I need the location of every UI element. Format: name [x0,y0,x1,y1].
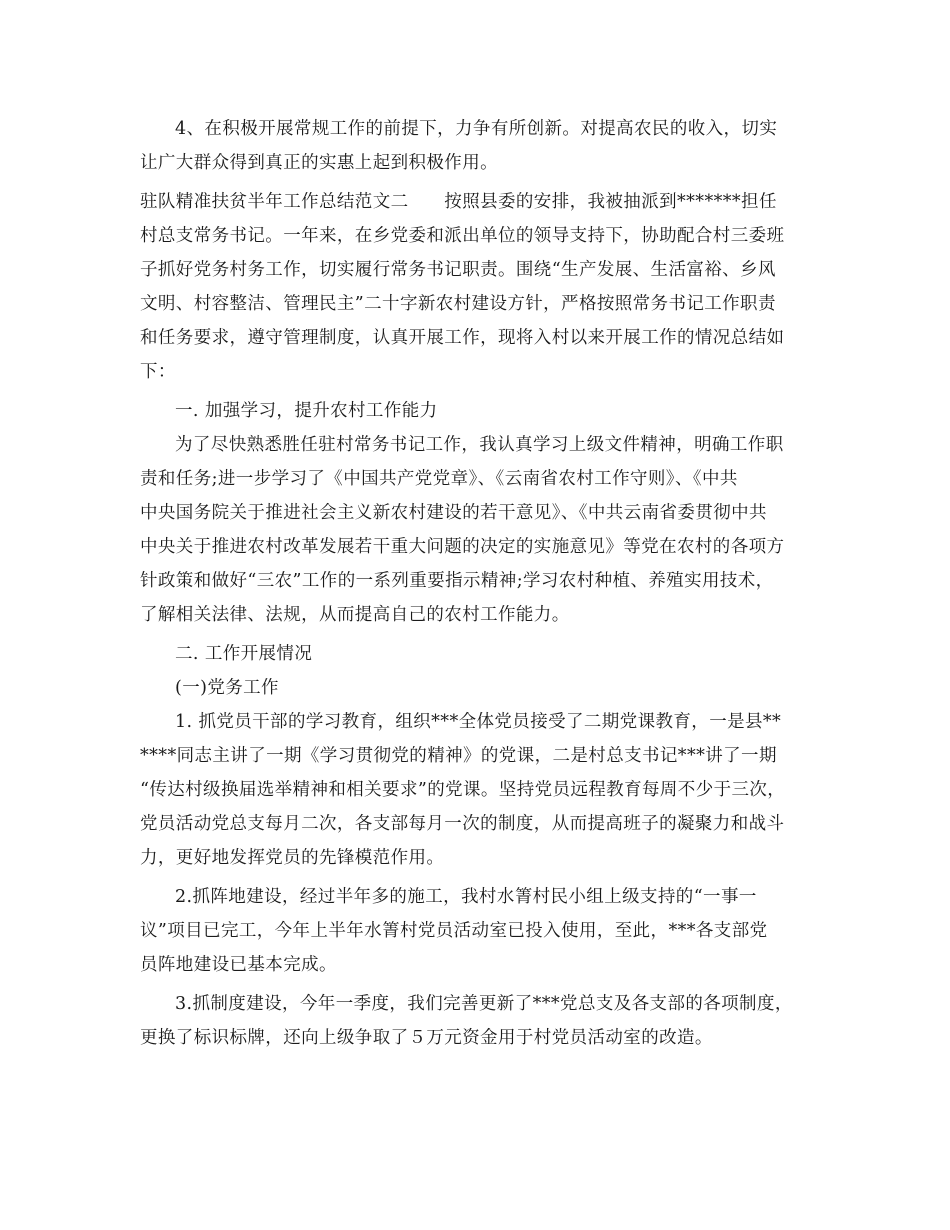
text-line: 中央国务院关于推进社会主义新农村建设的若干意见》、《中共云南省委贯彻中共 [140,503,767,523]
text-line: (一)党务工作 [175,678,279,698]
text-line: 针政策和做好“三农”工作的一系列重要指示精神;学习农村种植、养殖实用技术， [140,571,774,591]
text-line: 下： [140,362,176,382]
text-line: 为了尽快熟悉胜任驻村常务书记工作，我认真学习上级文件精神，明确工作职 [175,435,784,455]
text-line: 一. 加强学习，提升农村工作能力 [175,401,438,421]
text-line: 更换了标识标牌，还向上级争取了５万元资金用于村党员活动室的改造。 [140,1028,713,1048]
text-line: 4、在积极开展常规工作的前提下，力争有所创新。对提高农民的收入，切实 [175,119,778,139]
text-line: ****同志主讲了一期《学习贯彻党的精神》的党课，二是村总支书记***讲了一期 [140,746,777,766]
text-line: 中央关于推进农村改革发展若干重大问题的决定的实施意见》等党在农村的各项方 [140,537,785,557]
text-line: 党员活动党总支每月二次，各支部每月一次的制度，从而提高班子的凝聚力和战斗 [140,814,785,834]
text-line: 村总支常务书记。一年来，在乡党委和派出单位的领导支持下，协助配合村三委班 [140,226,785,246]
text-line: 二. 工作开展情况 [175,644,313,664]
text-line: 文明、村容整洁、管理民主”二十字新农村建设方针，严格按照常务书记工作职责 [140,294,776,314]
text-line: 子抓好党务村务工作，切实履行常务书记职责。围绕“生产发展、生活富裕、乡风 [140,260,776,280]
text-line: 员阵地建设已基本完成。 [140,955,337,975]
text-line: 让广大群众得到真正的实惠上起到积极作用。 [140,153,498,173]
text-line: 和任务要求，遵守管理制度，认真开展工作，现将入村以来开展工作的情况总结如 [140,328,785,348]
text-line: 1. 抓党员干部的学习教育，组织***全体党员接受了二期党课教育，一是县** [175,712,782,732]
text-line: 3.抓制度建设，今年一季度，我们完善更新了***党总支及各支部的各项制度， [175,994,793,1014]
text-line: 驻队精准扶贫半年工作总结范文二 按照县委的安排，我被抽派到*******担任 [140,192,777,212]
text-line: 2.抓阵地建设，经过半年多的施工，我村水箐村民小组上级支持的“一事一 [175,887,757,907]
text-line: 责和任务;进一步学习了《中国共产党党章》、《云南省农村工作守则》、《中共 [140,469,738,489]
text-line: “传达村级换届选举精神和相关要求”的党课。坚持党员远程教育每周不少于三次， [140,780,786,800]
text-line: 力，更好地发挥党员的先锋模范作用。 [140,848,445,868]
text-line: 了解相关法律、法规，从而提高自己的农村工作能力。 [140,605,570,625]
text-line: 议”项目已完工，今年上半年水箐村党员活动室已投入使用，至此，***各支部党 [140,921,768,941]
